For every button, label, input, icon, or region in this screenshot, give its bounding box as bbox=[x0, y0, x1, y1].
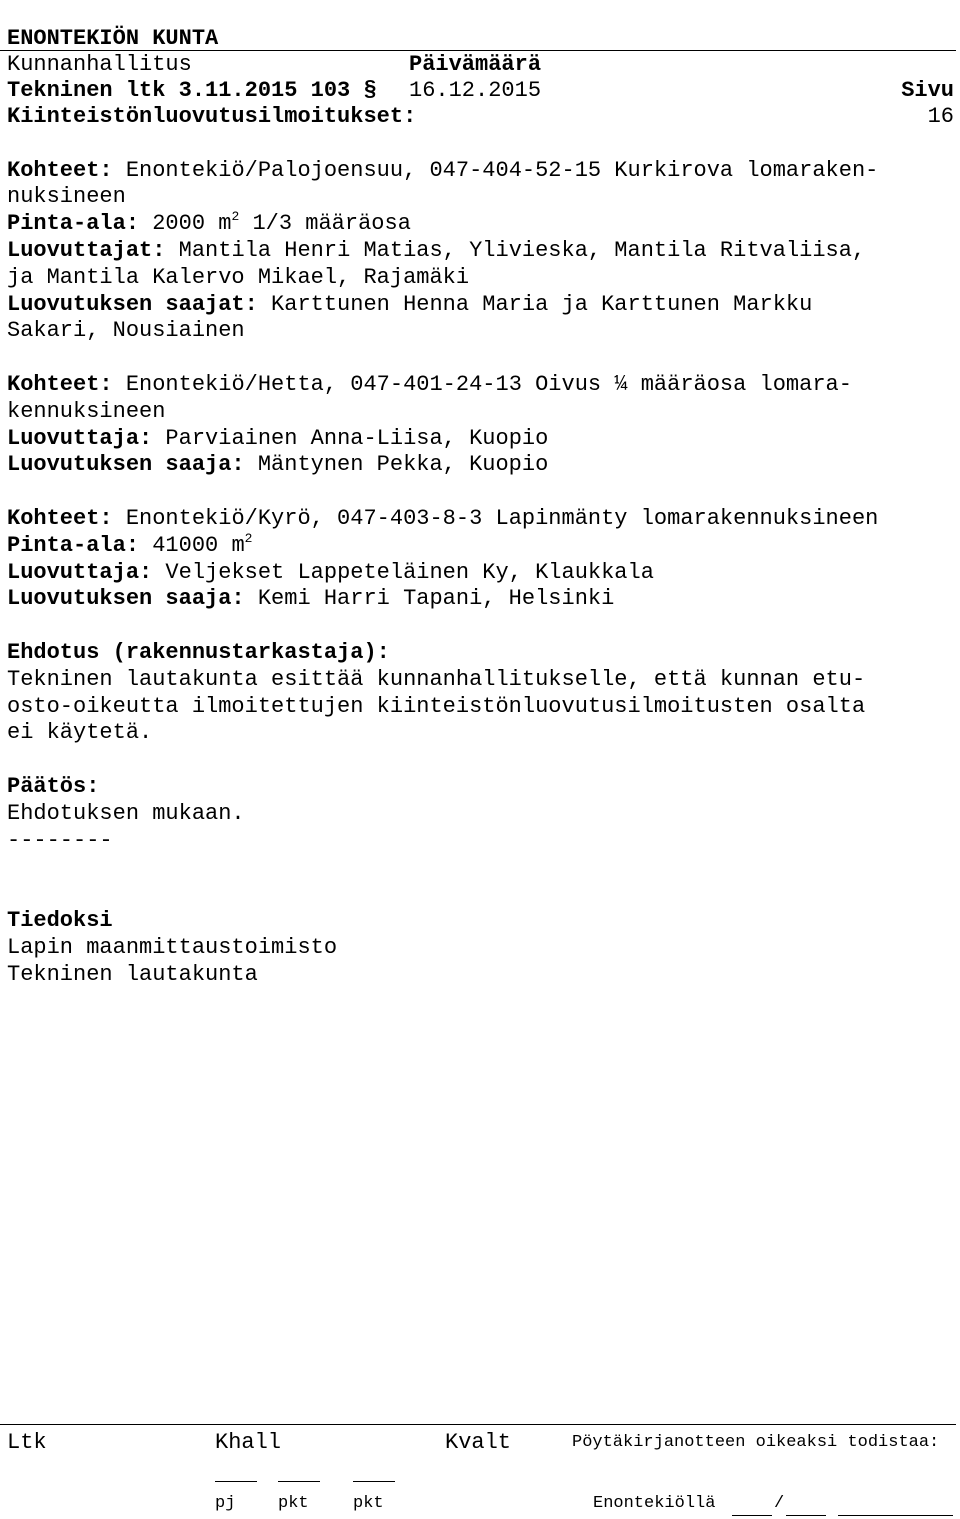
item-line bbox=[7, 318, 955, 345]
reference: Tekninen ltk 3.11.2015 103 § bbox=[7, 78, 377, 103]
field-label: Pinta-ala: bbox=[7, 211, 140, 237]
initial-pkt: pkt bbox=[278, 1494, 309, 1513]
decision-text: Ehdotuksen mukaan. bbox=[7, 800, 245, 826]
signature-blank bbox=[838, 1515, 953, 1516]
item-line bbox=[7, 265, 955, 292]
item-line bbox=[7, 586, 955, 613]
field-value: Sakari, Nousiainen bbox=[7, 318, 245, 344]
field-label: Luovuttaja: bbox=[7, 425, 153, 451]
field-label: Kohteet: bbox=[7, 505, 113, 531]
field-value: nuksineen bbox=[7, 184, 126, 210]
item-line bbox=[7, 292, 955, 319]
field-label: Luovuttaja: bbox=[7, 559, 153, 585]
field-value: Enontekiö/Hetta, 047-401-24-13 Oivus ¼ määräosa lomara- bbox=[112, 371, 852, 397]
date-label: Päivämäärä bbox=[409, 52, 542, 77]
initial-blank bbox=[353, 1481, 395, 1482]
proposal-heading: Ehdotus (rakennustarkastaja): bbox=[7, 639, 390, 665]
field-value: ja Mantila Kalervo Mikael, Rajamäki bbox=[7, 264, 470, 290]
footer-ltk: Ltk bbox=[7, 1430, 47, 1455]
field-value: Parviainen Anna-Liisa, Kuopio bbox=[152, 425, 549, 451]
item-line bbox=[7, 426, 955, 453]
spacer bbox=[7, 345, 955, 372]
proposal-line: osto-oikeutta ilmoitettujen kiinteistönluovutusilmoitusten osalta bbox=[7, 693, 866, 719]
field-value: Veljekset Lappeteläinen Ky, Klaukkala bbox=[152, 559, 654, 585]
item-line bbox=[7, 211, 955, 238]
spacer bbox=[7, 613, 955, 640]
item-line bbox=[7, 452, 955, 479]
field-value: kennuksineen bbox=[7, 398, 166, 424]
item-line bbox=[7, 372, 955, 399]
initial-pkt: pkt bbox=[353, 1494, 384, 1513]
proposal-line: ei käytetä. bbox=[7, 720, 153, 746]
footer-khall: Khall bbox=[215, 1430, 282, 1455]
field-label: Kohteet: bbox=[7, 371, 113, 397]
section-heading: Kiinteistönluovutusilmoitukset: bbox=[7, 104, 417, 129]
governing-body: Kunnanhallitus bbox=[7, 52, 192, 77]
footer-divider bbox=[0, 1424, 956, 1425]
proposal-line: Tekninen lautakunta esittää kunnanhallitukselle, että kunnan etu- bbox=[7, 666, 866, 692]
initial-blank bbox=[278, 1481, 320, 1482]
initial-pj: pj bbox=[215, 1494, 236, 1513]
field-value: Karttunen Henna Maria ja Karttunen Markku bbox=[257, 291, 813, 317]
field-value: Enontekiö/Kyrö, 047-403-8-3 Lapinmänty lomarakennuksineen bbox=[112, 505, 879, 531]
header-divider bbox=[0, 50, 956, 51]
spacer bbox=[7, 881, 955, 908]
property-transfer-list bbox=[7, 158, 955, 640]
meeting-date: 16.12.2015 bbox=[409, 78, 542, 103]
initial-blank bbox=[215, 1481, 257, 1482]
info-heading: Tiedoksi bbox=[7, 907, 113, 933]
place-label: Enontekiöllä bbox=[593, 1494, 716, 1513]
info-recipient: Tekninen lautakunta bbox=[7, 961, 258, 987]
field-value: Kemi Harri Tapani, Helsinki bbox=[244, 586, 615, 612]
page-number: 16 bbox=[927, 104, 954, 129]
footer-kvalt: Kvalt bbox=[445, 1430, 512, 1455]
certification-label: Pöytäkirjanotteen oikeaksi todistaa: bbox=[572, 1433, 940, 1452]
item-line bbox=[7, 238, 955, 265]
item-line bbox=[7, 184, 955, 211]
item-line bbox=[7, 560, 955, 587]
organization-name: ENONTEKIÖN KUNTA bbox=[7, 26, 219, 51]
field-label: Luovutuksen saaja: bbox=[7, 586, 245, 612]
item-line bbox=[7, 506, 955, 533]
document-body bbox=[7, 104, 955, 988]
item-line bbox=[7, 158, 955, 185]
spacer bbox=[7, 854, 955, 881]
page-label: Sivu bbox=[901, 78, 954, 103]
day-blank bbox=[732, 1515, 772, 1516]
field-value: Mantila Henri Matias, Ylivieska, Mantila Ritvaliisa, bbox=[165, 237, 866, 263]
spacer bbox=[7, 131, 955, 158]
month-blank bbox=[786, 1515, 826, 1516]
item-line bbox=[7, 530, 955, 560]
separator: -------- bbox=[7, 827, 113, 853]
superscript: 2 bbox=[244, 530, 253, 546]
field-value: 2000 m bbox=[139, 211, 232, 237]
field-label: Kohteet: bbox=[7, 157, 113, 183]
field-value-after: 1/3 määräosa bbox=[239, 211, 411, 237]
field-label: Pinta-ala: bbox=[7, 532, 140, 558]
decision-heading: Päätös: bbox=[7, 773, 100, 799]
field-label: Luovuttajat: bbox=[7, 237, 166, 263]
field-label: Luovutuksen saajat: bbox=[7, 291, 258, 317]
date-slash: / bbox=[774, 1494, 785, 1513]
item-line bbox=[7, 399, 955, 426]
spacer bbox=[7, 479, 955, 506]
field-value: Enontekiö/Palojoensuu, 047-404-52-15 Kurkirova lomaraken- bbox=[112, 157, 879, 183]
info-recipient: Lapin maanmittaustoimisto bbox=[7, 934, 338, 960]
field-value: Mäntynen Pekka, Kuopio bbox=[244, 452, 549, 478]
spacer bbox=[7, 747, 955, 774]
field-label: Luovutuksen saaja: bbox=[7, 452, 245, 478]
field-value: 41000 m bbox=[139, 532, 245, 558]
superscript: 2 bbox=[231, 209, 240, 225]
